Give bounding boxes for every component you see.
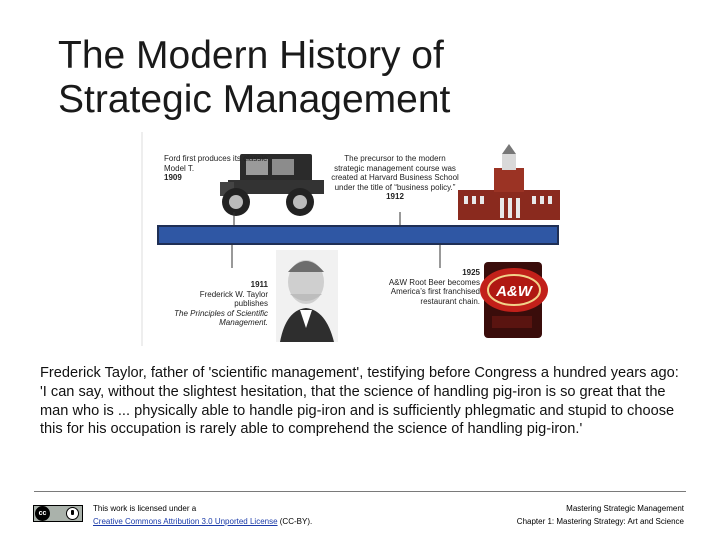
aw-logo-text: A&W <box>496 283 532 300</box>
harvard-building-icon <box>458 144 560 220</box>
taylor-book: The Principles of Scientific Management. <box>174 308 268 327</box>
license-suffix: (CC-BY). <box>277 517 313 526</box>
chapter-title: Chapter 1: Mastering Strategy: Art and Science <box>516 517 684 526</box>
book-title: Mastering Strategic Management <box>566 504 684 513</box>
taylor-portrait-icon <box>276 250 338 342</box>
cc-icon: cc <box>35 506 50 521</box>
taylor-text: Frederick W. Taylor publishes <box>199 289 268 308</box>
body-intro: Frederick Taylor, father of 'scientific management', testifying before Congress a hundred years ago: <box>40 365 679 381</box>
hbs-year: 1912 <box>386 192 404 201</box>
title-line-2: Strategic Management <box>58 78 451 121</box>
aw-annotation <box>374 268 480 306</box>
footer-divider <box>34 491 686 492</box>
aw-logo-icon <box>480 262 548 338</box>
attribution-icon <box>66 507 79 520</box>
license-prefix: This work is licensed under a <box>93 504 197 513</box>
ford-text: Ford first produces its classic Model T. <box>164 154 268 173</box>
taylor-year: 1911 <box>250 280 268 289</box>
body-quote: 'I can say, without the slightest hesitation, that the science of handling pig-iron is so great that the man who is ... physically able to handle pig-iron and is sufficiently phlegmatic and stupid to choose this for his occupation is rarely able to comprehend the science of handling pig-iron.' <box>40 383 675 438</box>
book-info <box>517 502 684 528</box>
license-link[interactable]: Creative Commons Attribution 3.0 Unported License <box>93 517 278 526</box>
timeline-bar <box>158 226 558 244</box>
slide-title <box>58 34 658 122</box>
aw-year: 1925 <box>462 268 480 277</box>
title-line-1: The Modern History of <box>58 34 444 77</box>
taylor-annotation <box>168 280 268 328</box>
hbs-annotation <box>330 154 460 202</box>
ford-annotation <box>164 154 272 183</box>
timeline-figure <box>140 132 560 346</box>
cc-license-badge[interactable] <box>33 505 83 522</box>
license-text <box>93 502 312 528</box>
ford-year: 1909 <box>164 173 182 182</box>
body-text <box>40 364 690 439</box>
hbs-text: The precursor to the modern strategic management course was created at Harvard Business School under the title of “business policy.” <box>331 154 459 192</box>
aw-text: A&W Root Beer becomes America’s first franchised restaurant chain. <box>388 277 480 306</box>
